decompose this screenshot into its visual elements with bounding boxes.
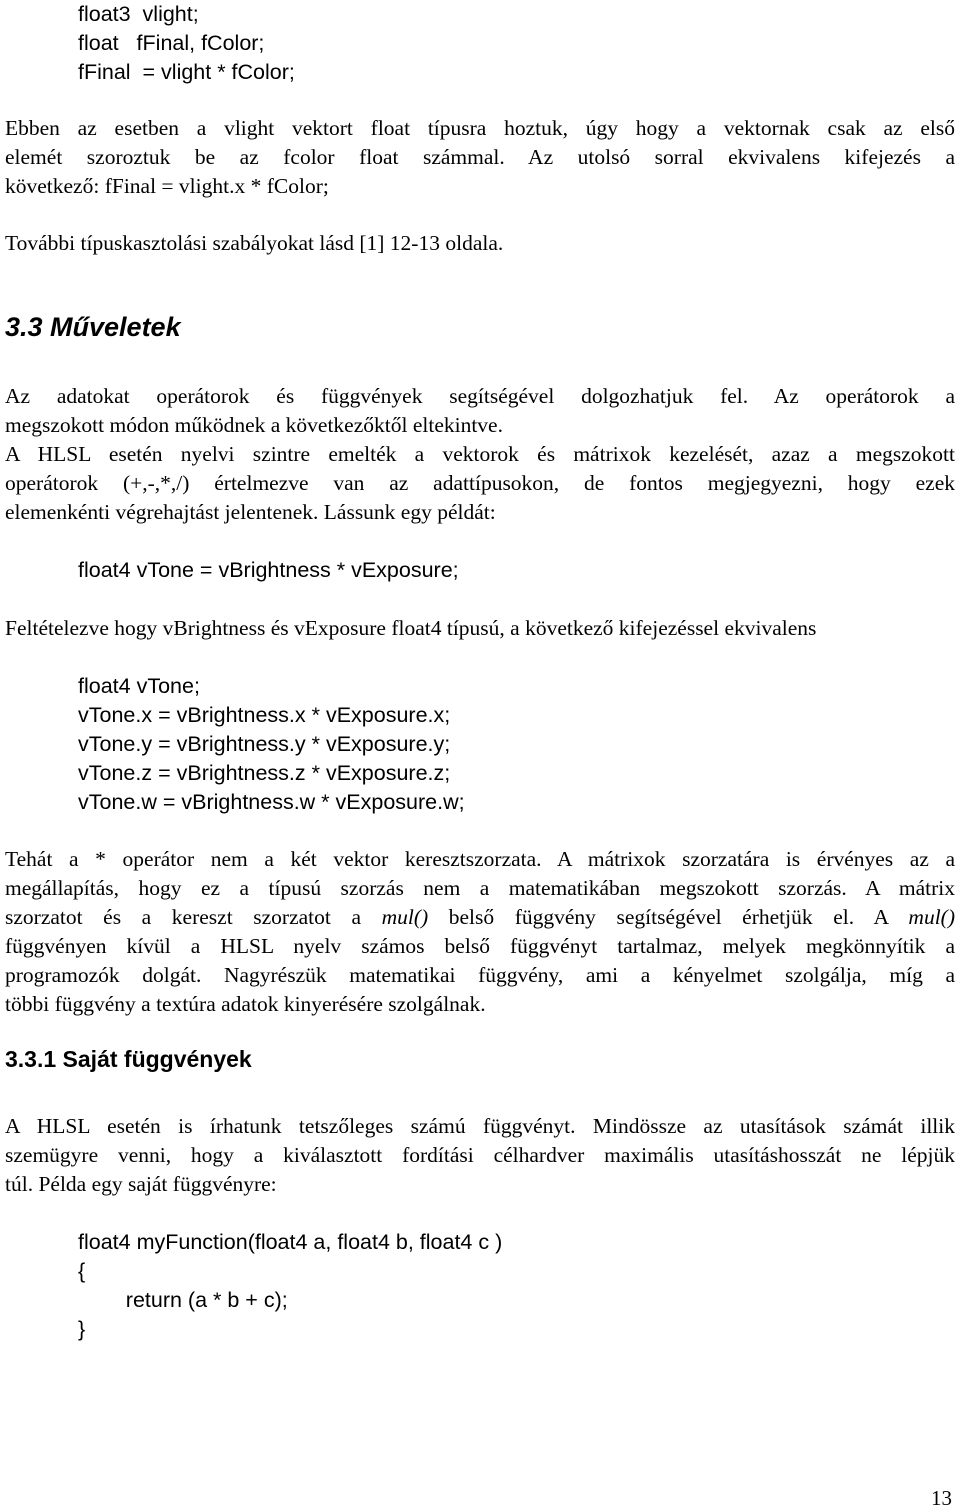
- text-line: következő: fFinal = vlight.x * fColor;: [5, 174, 329, 198]
- code-line: {: [78, 1259, 86, 1283]
- text-run: szorzatot és a kereszt szorzatot a: [5, 905, 382, 929]
- text-line: többi függvény a textúra adatok kinyerésére szolgálnak.: [5, 992, 486, 1016]
- text-line: operátorok (+,-,*,/) értelmezve van az adattípusokon, de fontos megjegyezni, hogy ezek: [5, 471, 955, 495]
- paragraph-equivalent: [5, 614, 955, 643]
- text-line: programozók dolgát. Nagyrészük matematikai függvény, ami a kényelmet szolgálja, míg a: [5, 963, 955, 987]
- text-line: Ebben az esetben a vlight vektort float típusra hoztuk, úgy hogy a vektornak csak az első: [5, 116, 955, 140]
- code-line: float3 vlight;: [78, 2, 199, 26]
- text-line: elemenkénti végrehajtást jelentenek. Lássunk egy példát:: [5, 500, 496, 524]
- code-block-components: [78, 672, 465, 817]
- paragraph-operators-intro: [5, 382, 955, 440]
- code-block-vlight: [78, 0, 295, 87]
- code-block-vtone: [78, 556, 459, 585]
- text-line: További típuskasztolási szabályokat lásd [1] 12-13 oldala.: [5, 231, 504, 255]
- text-line: függvényen kívül a HLSL nyelv számos belső függvényt tartalmaz, melyek megkönnyítik a: [5, 934, 955, 958]
- code-line: fFinal = vlight * fColor;: [78, 60, 295, 84]
- text-line: Feltételezve hogy vBrightness és vExposure float4 típusú, a következő kifejezéssel ekvivalens: [5, 616, 817, 640]
- code-line: vTone.x = vBrightness.x * vExposure.x;: [78, 703, 451, 727]
- page-number: 13: [931, 1486, 952, 1510]
- text-line: megállapítás, hogy ez a típusú szorzás nem a matematikában megszokott szorzás. A mátrix: [5, 876, 955, 900]
- text-line: elemét szoroztuk be az fcolor float számmal. Az utolsó sorral ekvivalens kifejezés a: [5, 145, 955, 169]
- text-line: megszokott módon működnek a következőktől eltekintve.: [5, 413, 503, 437]
- code-line: float4 vTone = vBrightness * vExposure;: [78, 558, 459, 582]
- text-line: [5, 903, 955, 932]
- text-line: A HLSL esetén nyelvi szintre emelték a vektorok és mátrixok kezelését, azaz a megszokott: [5, 442, 955, 466]
- subsection-heading-sajat-fuggvenyek: 3.3.1 Saját függvények: [5, 1046, 252, 1072]
- inline-code-mul: mul(): [908, 905, 955, 929]
- paragraph-mul-function: [5, 845, 955, 1019]
- code-block-myfunction: [78, 1228, 502, 1344]
- paragraph-custom-functions: [5, 1112, 955, 1199]
- paragraph-cast-rules: [5, 229, 955, 258]
- code-line: vTone.w = vBrightness.w * vExposure.w;: [78, 790, 465, 814]
- paragraph-hlsl-vectors: [5, 440, 955, 527]
- code-line: float fFinal, fColor;: [78, 31, 265, 55]
- text-run: belső függvény segítségével érhetjük el. A: [428, 905, 909, 929]
- text-line: túl. Példa egy saját függvényre:: [5, 1172, 277, 1196]
- code-line: float4 vTone;: [78, 674, 200, 698]
- code-line: vTone.y = vBrightness.y * vExposure.y;: [78, 732, 451, 756]
- code-line: return (a * b + c);: [78, 1288, 288, 1312]
- text-line: A HLSL esetén is írhatunk tetszőleges számú függvényt. Mindössze az utasítások számát illik: [5, 1114, 955, 1138]
- paragraph-vlight-explanation: [5, 114, 955, 201]
- text-line: Az adatokat operátorok és függvények segítségével dolgozhatjuk fel. Az operátorok a: [5, 384, 955, 408]
- section-heading-muveletek: 3.3 Műveletek: [5, 312, 181, 342]
- text-line: szemügyre venni, hogy a kiválasztott fordítási célhardver maximális utasításhosszát ne lépjük: [5, 1143, 955, 1167]
- inline-code-mul: mul(): [381, 905, 429, 929]
- code-line: }: [78, 1317, 86, 1341]
- text-line: Tehát a * operátor nem a két vektor keresztszorzata. A mátrixok szorzatára is érvényes az a: [5, 847, 955, 871]
- code-line: vTone.z = vBrightness.z * vExposure.z;: [78, 761, 451, 785]
- code-line: float4 myFunction(float4 a, float4 b, float4 c ): [78, 1230, 503, 1254]
